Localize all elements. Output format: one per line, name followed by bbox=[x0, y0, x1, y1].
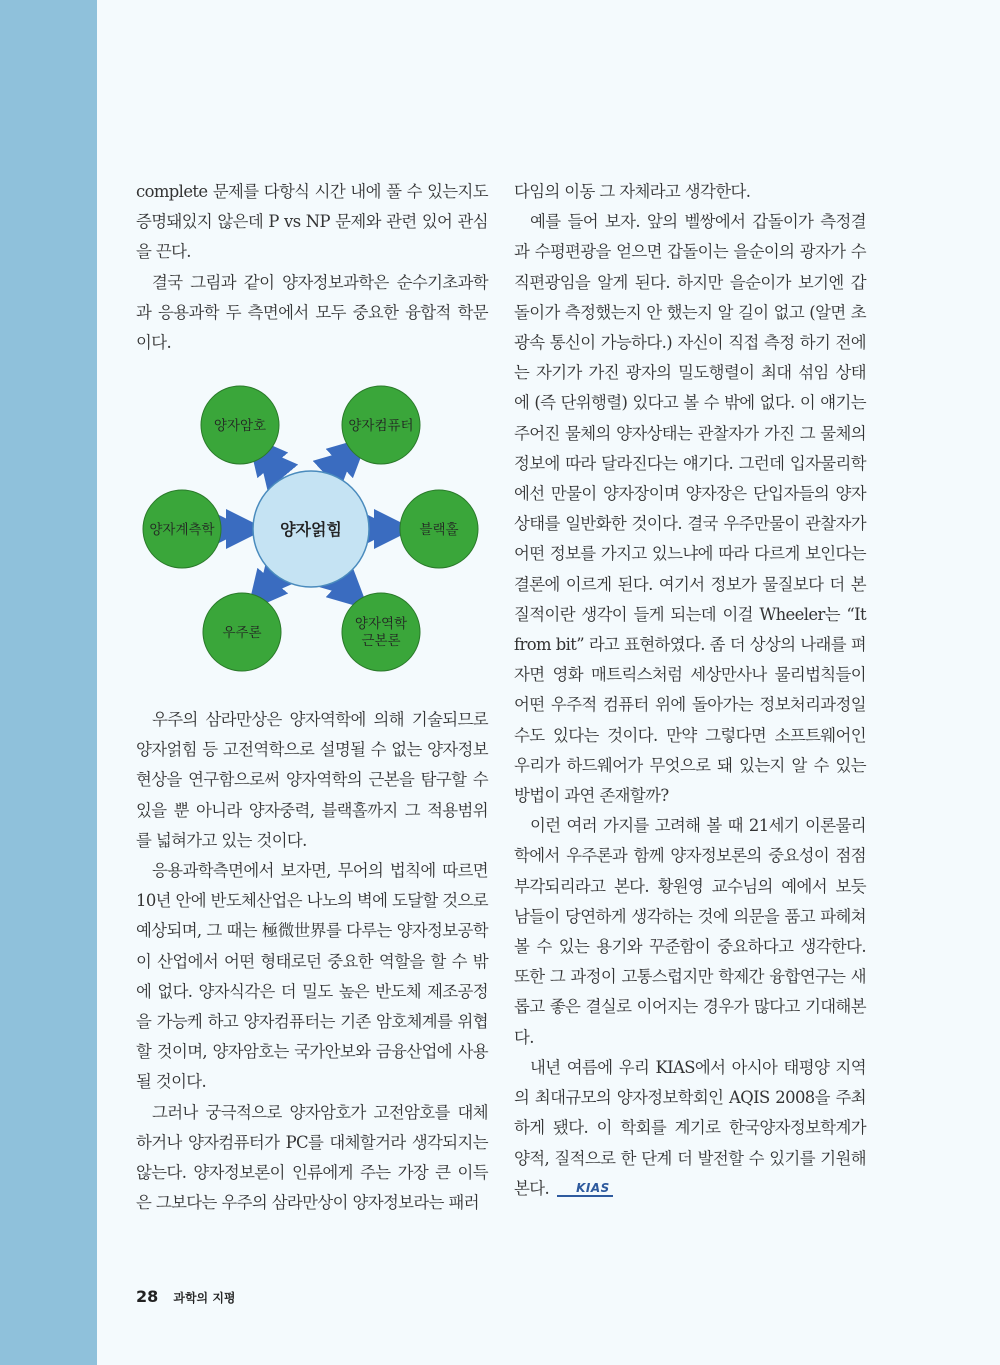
paragraph: 결국 그림과 같이 양자정보과학은 순수기초과학과 응용과학 두 측면에서 모두 중요한 융합적 학문이다. bbox=[136, 272, 488, 353]
node-label: 블랙홀 bbox=[419, 522, 459, 538]
paragraph: 우주의 삼라만상은 양자역학에 의해 기술되므로 양자얽힘 등 고전역학으로 설명될 수 없는 양자정보 현상을 연구함으로써 양자역학의 근본을 탐구할 수 있을 뿐 아니라 양자중력, 블랙홀까지 그 적용범위를 넓혀가고 있는 것이다. bbox=[136, 710, 488, 850]
paragraph: 다임의 이동 그 자체라고 생각한다. bbox=[514, 182, 751, 201]
left-column-top bbox=[136, 177, 488, 358]
arrow-bottom-right bbox=[341, 584, 354, 596]
node-top-left bbox=[201, 386, 279, 464]
paragraph: 응용과학측면에서 보자면, 무어의 법칙에 따르면 10년 안에 반도체산업은 나노의 벽에 도달할 것으로 예상되며, 그 때는 極微世界를 다루는 양자정보공학이 산업에서 어떤 형태로던 중요한 역할을 할 수 밖에 없다. 양자식각은 더 밀도 높은 반도체 제조공정을 가능케 하고 양자컴퓨터는 기존 암호체계를 위협할 것이며, 양자암호는 국가안보와 금융산업에 사용될 것이다. bbox=[136, 861, 488, 1092]
arrow-bottom-left bbox=[260, 584, 270, 596]
node-label: 우주론 bbox=[222, 625, 262, 641]
paragraph: 이런 여러 가지를 고려해 볼 때 21세기 이론물리학에서 우주론과 함께 양자정보론의 중요성이 점점 부각되리라고 본다. 황원영 교수님의 예에서 보듯 남들이 당연하게 생각하는 것에 의문을 품고 파헤쳐 볼 수 있는 용기와 꾸준함이 중요하다고 생각한다. 또한 그 과정이 고통스럽지만 학제간 융합연구는 새롭고 좋은 결실로 이어지는 경우가 많다고 기대해본다. bbox=[514, 816, 866, 1047]
node-bottom-left bbox=[203, 593, 281, 671]
quantum-information-diagram bbox=[136, 380, 488, 680]
node-label: 양자계측학 bbox=[149, 522, 215, 538]
page-number: 28 bbox=[136, 1287, 159, 1306]
paragraph: 그러나 궁극적으로 양자암호가 고전암호를 대체하거나 양자컴퓨터가 PC를 대체할거라 생각되지는 않는다. 양자정보론이 인류에게 주는 가장 큰 이득은 그보다는 우주의 삼라만상이 양자정보라는 패러 bbox=[136, 1102, 488, 1213]
node-left bbox=[143, 490, 221, 568]
node-right bbox=[400, 490, 478, 568]
node-label: 양자컴퓨터 bbox=[348, 418, 414, 434]
paragraph-text: 내년 여름에 우리 KIAS에서 아시아 태평양 지역의 최대규모의 양자정보학회인 AQIS 2008을 주최하게 됐다. 이 학회를 계기로 한국양자정보학계가 양적, 질적으로 한 단계 더 발전할 수 있기를 기원해본다. bbox=[514, 1057, 866, 1198]
node-top-right bbox=[342, 386, 420, 464]
diagram-svg bbox=[136, 380, 488, 680]
node-label-line2: 근본론 bbox=[361, 633, 401, 649]
magazine-title: 과학의 지평 bbox=[173, 1291, 236, 1305]
center-label: 양자얽힘 bbox=[280, 520, 342, 539]
node-label-line1: 양자역학 bbox=[354, 616, 408, 632]
paragraph: 예를 들어 보자. 앞의 벨쌍에서 갑돌이가 측정결과 수평편광을 얻으면 갑돌이는 을순이의 광자가 수직편광임을 알게 된다. 하지만 을순이가 보기엔 갑돌이가 측정했는지 안 했는지 알 길이 없고 (알면 초광속 통신이 가능하다.) 자신이 직접 측정 하기 전에는 자기가 가진 광자의 밀도행렬이 최대 섞임 상태에 (즉 단위행렬) 있다고 볼 수 밖에 없다. 이 얘기는 주어진 물체의 양자상태는 관찰자가 가진 그 물체의 정보에 따라 달라진다는 얘기다. 그런데 입자물리학에선 만물이 양자장이며 양자장은 단입자들의 양자상태를 일반화한 것이다. 결국 우주만물이 관찰자가 어떤 정보를 가지고 있느냐에 따라 다르게 보인다는 결론에 이르게 된다. 여기서 정보가 물질보다 더 본질적이란 생각이 들게 되는데 이걸 Wheeler는 “It from bit” 라고 표현하였다. 좀 더 상상의 나래를 펴자면 영화 매트릭스처럼 세상만사나 물리법칙들이 어떤 우주적 컴퓨터 위에 돌아가는 정보처리과정일 수도 있다는 것이다. 만약 그렇다면 소프트웨어인 우리가 하드웨어가 무엇으로 돼 있는지 알 수 있는 방법이 과연 존재할까? bbox=[514, 212, 866, 806]
center-node bbox=[253, 471, 369, 587]
node-label: 양자암호 bbox=[213, 418, 267, 434]
left-color-band bbox=[0, 0, 97, 1365]
left-column-bottom bbox=[136, 705, 488, 1218]
paragraph: complete 문제를 다항식 시간 내에 풀 수 있는지도 증명돼있지 않은데 P vs NP 문제와 관련 있어 관심을 끈다. bbox=[136, 182, 488, 262]
page-footer bbox=[136, 1287, 236, 1306]
paragraph-last bbox=[514, 1053, 866, 1204]
kias-logo: KIAS bbox=[557, 1181, 613, 1197]
right-column bbox=[514, 177, 866, 1204]
node-bottom-right bbox=[342, 593, 420, 671]
